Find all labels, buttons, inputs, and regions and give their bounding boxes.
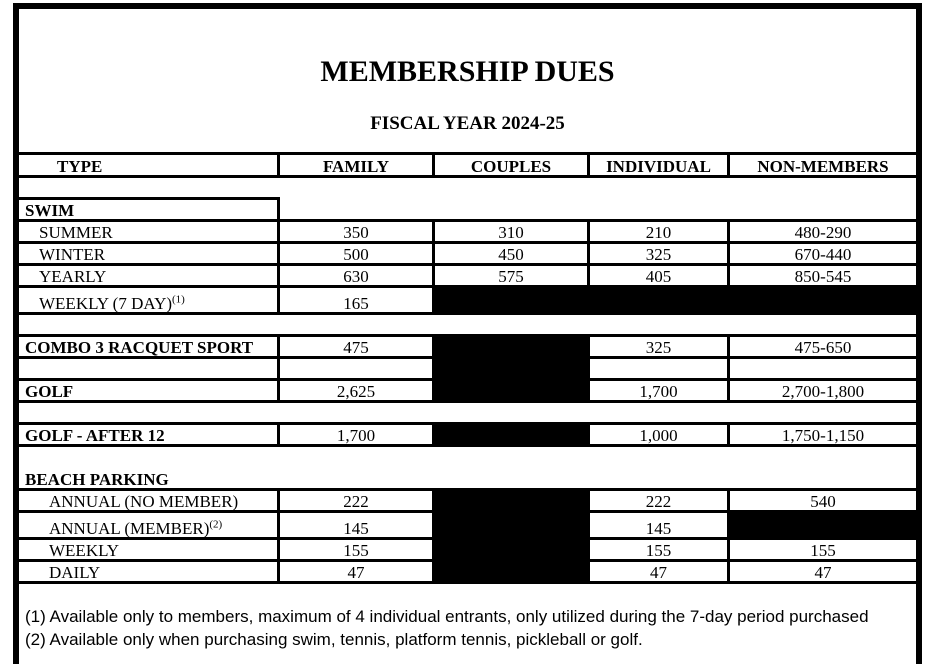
summer-couples: 310	[498, 223, 524, 242]
row-label-golf: GOLF	[25, 382, 74, 401]
golf-family: 2,625	[336, 382, 376, 401]
row-label-winter: WINTER	[39, 245, 106, 264]
row-label-weekly-7-day	[39, 294, 185, 314]
row-label-yearly: YEARLY	[39, 267, 107, 286]
annual-member-label: ANNUAL (MEMBER)	[49, 519, 210, 538]
blank-block-weekly7	[433, 286, 919, 313]
rule	[16, 378, 919, 381]
combo-individual: 325	[645, 338, 672, 357]
column-header-non-members: NON-MEMBERS	[757, 157, 889, 176]
combo-family: 475	[343, 338, 369, 357]
col-rule	[432, 488, 435, 584]
column-header-family: FAMILY	[322, 157, 390, 176]
weekly-family: 155	[343, 541, 369, 560]
column-header-individual: INDIVIDUAL	[606, 157, 711, 176]
summer-family: 350	[343, 223, 369, 242]
winter-individual: 325	[645, 245, 672, 264]
golf-after-non-members: 1,750-1,150	[781, 426, 865, 445]
page-title: MEMBERSHIP DUES	[320, 55, 615, 88]
col-rule	[432, 334, 435, 403]
col-rule	[432, 422, 435, 447]
daily-family: 47	[347, 563, 365, 582]
blank-block-nonmember-annual	[728, 511, 919, 539]
row-label-summer: SUMMER	[39, 223, 113, 242]
annual-nm-individual: 222	[645, 492, 672, 511]
column-header-couples: COUPLES	[470, 157, 552, 176]
yearly-non-members: 850-545	[794, 267, 852, 286]
blank-block-couples-golf-after	[433, 424, 590, 446]
daily-individual: 47	[650, 563, 667, 582]
section-swim: SWIM	[25, 201, 75, 220]
summer-individual: 210	[645, 223, 672, 242]
winter-couples: 450	[498, 245, 524, 264]
rule	[16, 152, 919, 155]
weekly-7-day-label: WEEKLY (7 DAY)	[39, 294, 173, 313]
row-label-annual-member	[49, 519, 222, 539]
yearly-family: 630	[343, 267, 369, 286]
winter-family: 500	[343, 245, 369, 264]
yearly-individual: 405	[645, 267, 672, 286]
row-label-weekly: WEEKLY	[49, 541, 120, 560]
rule	[19, 197, 279, 200]
daily-non-members: 47	[814, 563, 832, 582]
footnote-ref-1: (1)	[172, 293, 185, 306]
frame-top	[13, 3, 922, 9]
annual-m-family: 145	[343, 519, 369, 538]
column-header-type: TYPE	[57, 157, 103, 176]
golf-non-members: 2,700-1,800	[781, 382, 865, 401]
weekly-non-members: 155	[810, 541, 836, 560]
rule	[16, 422, 919, 425]
row-label-golf-after-12: GOLF - AFTER 12	[25, 426, 165, 445]
golf-individual: 1,700	[639, 382, 678, 401]
yearly-couples: 575	[498, 267, 524, 286]
golf-after-family: 1,700	[336, 426, 376, 445]
annual-nm-non-members: 540	[810, 492, 836, 511]
row-label-daily: DAILY	[49, 563, 101, 582]
combo-non-members: 475-650	[794, 338, 852, 357]
blank-block-couples-racquet-golf	[433, 336, 590, 402]
summer-non-members: 480-290	[794, 223, 852, 242]
winter-non-members: 670-440	[794, 245, 852, 264]
golf-after-individual: 1,000	[639, 426, 678, 445]
weekly-7-day-family: 165	[343, 294, 369, 313]
rule	[16, 334, 919, 337]
page-subtitle: FISCAL YEAR 2024-25	[370, 113, 565, 134]
footnote-ref-2: (2)	[209, 518, 223, 531]
annual-nm-family: 222	[343, 492, 369, 511]
rule	[16, 219, 919, 222]
footnote-2: (2) Available only when purchasing swim, tennis, platform tennis, pickleball or golf.	[25, 630, 643, 649]
weekly-individual: 155	[645, 541, 672, 560]
annual-m-individual: 145	[645, 519, 672, 538]
row-label-combo-racquet: COMBO 3 RACQUET SPORT	[25, 338, 254, 357]
row-label-annual-no-member: ANNUAL (NO MEMBER)	[49, 492, 239, 511]
section-beach-parking: BEACH PARKING	[25, 470, 169, 489]
footnote-1: (1) Available only to members, maximum of 4 individual entrants, only utilized during the 7-day period purchased	[25, 607, 869, 626]
